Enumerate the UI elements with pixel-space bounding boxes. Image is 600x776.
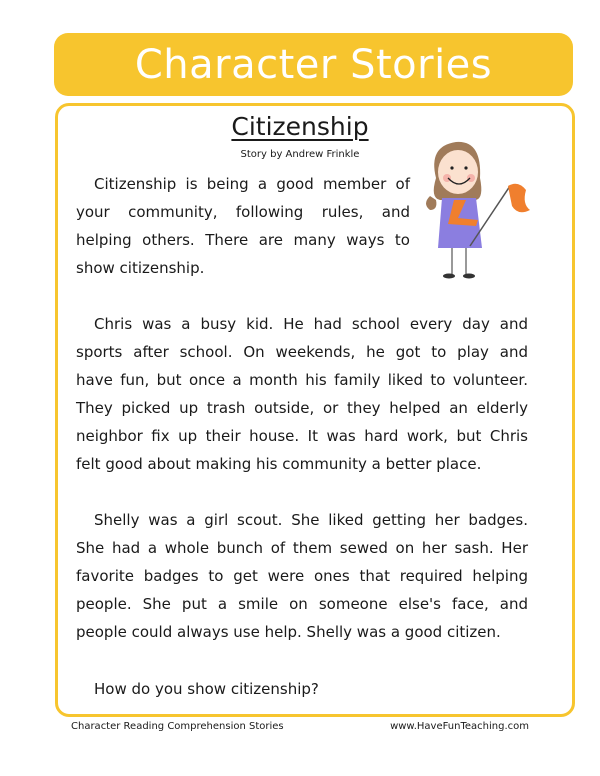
footer-website[interactable]: www.HaveFunTeaching.com	[390, 721, 529, 732]
text-line: Citizenship is being a good member of	[94, 175, 410, 193]
text-line: your community, following rules, and	[76, 203, 410, 221]
text-line: people. She put a smile on someone else's face, and	[76, 595, 528, 613]
header-title: Character Stories	[134, 41, 493, 88]
story-byline: Story by Andrew Frinkle	[240, 149, 360, 160]
story-title	[0, 112, 600, 141]
story-paragraph-2	[76, 310, 528, 478]
footer-left: Character Reading Comprehension Stories	[71, 721, 284, 732]
text-line: neighbor fix up their house. It was hard work, but Chris	[76, 427, 528, 445]
question-text: How do you show citizenship?	[94, 680, 319, 698]
text-line: favorite badges to get were ones that required helping	[76, 567, 528, 585]
text-line: felt good about making his community a better place.	[76, 455, 482, 473]
text-line: show citizenship.	[76, 259, 205, 277]
text-line: Chris was a busy kid. He had school every day and	[94, 315, 528, 333]
text-line: Shelly was a girl scout. She liked getting her badges.	[94, 511, 528, 529]
story-paragraph-3	[76, 506, 528, 646]
header-banner	[54, 33, 573, 96]
text-line: helping others. There are many ways to	[76, 231, 410, 249]
text-line: have fun, but once a month his family liked to volunteer.	[76, 371, 528, 389]
story-title-text: Citizenship	[231, 112, 369, 141]
text-line: people could always use help. Shelly was a good citizen.	[76, 623, 501, 641]
text-line: They picked up trash outside, or they helped an elderly	[76, 399, 528, 417]
girl-with-flag-illustration	[418, 138, 533, 280]
story-paragraph-1	[76, 170, 410, 282]
text-line: She had a whole bunch of them sewed on her sash. Her	[76, 539, 528, 557]
story-question	[76, 675, 528, 703]
text-line: sports after school. On weekends, he got to play and	[76, 343, 528, 361]
